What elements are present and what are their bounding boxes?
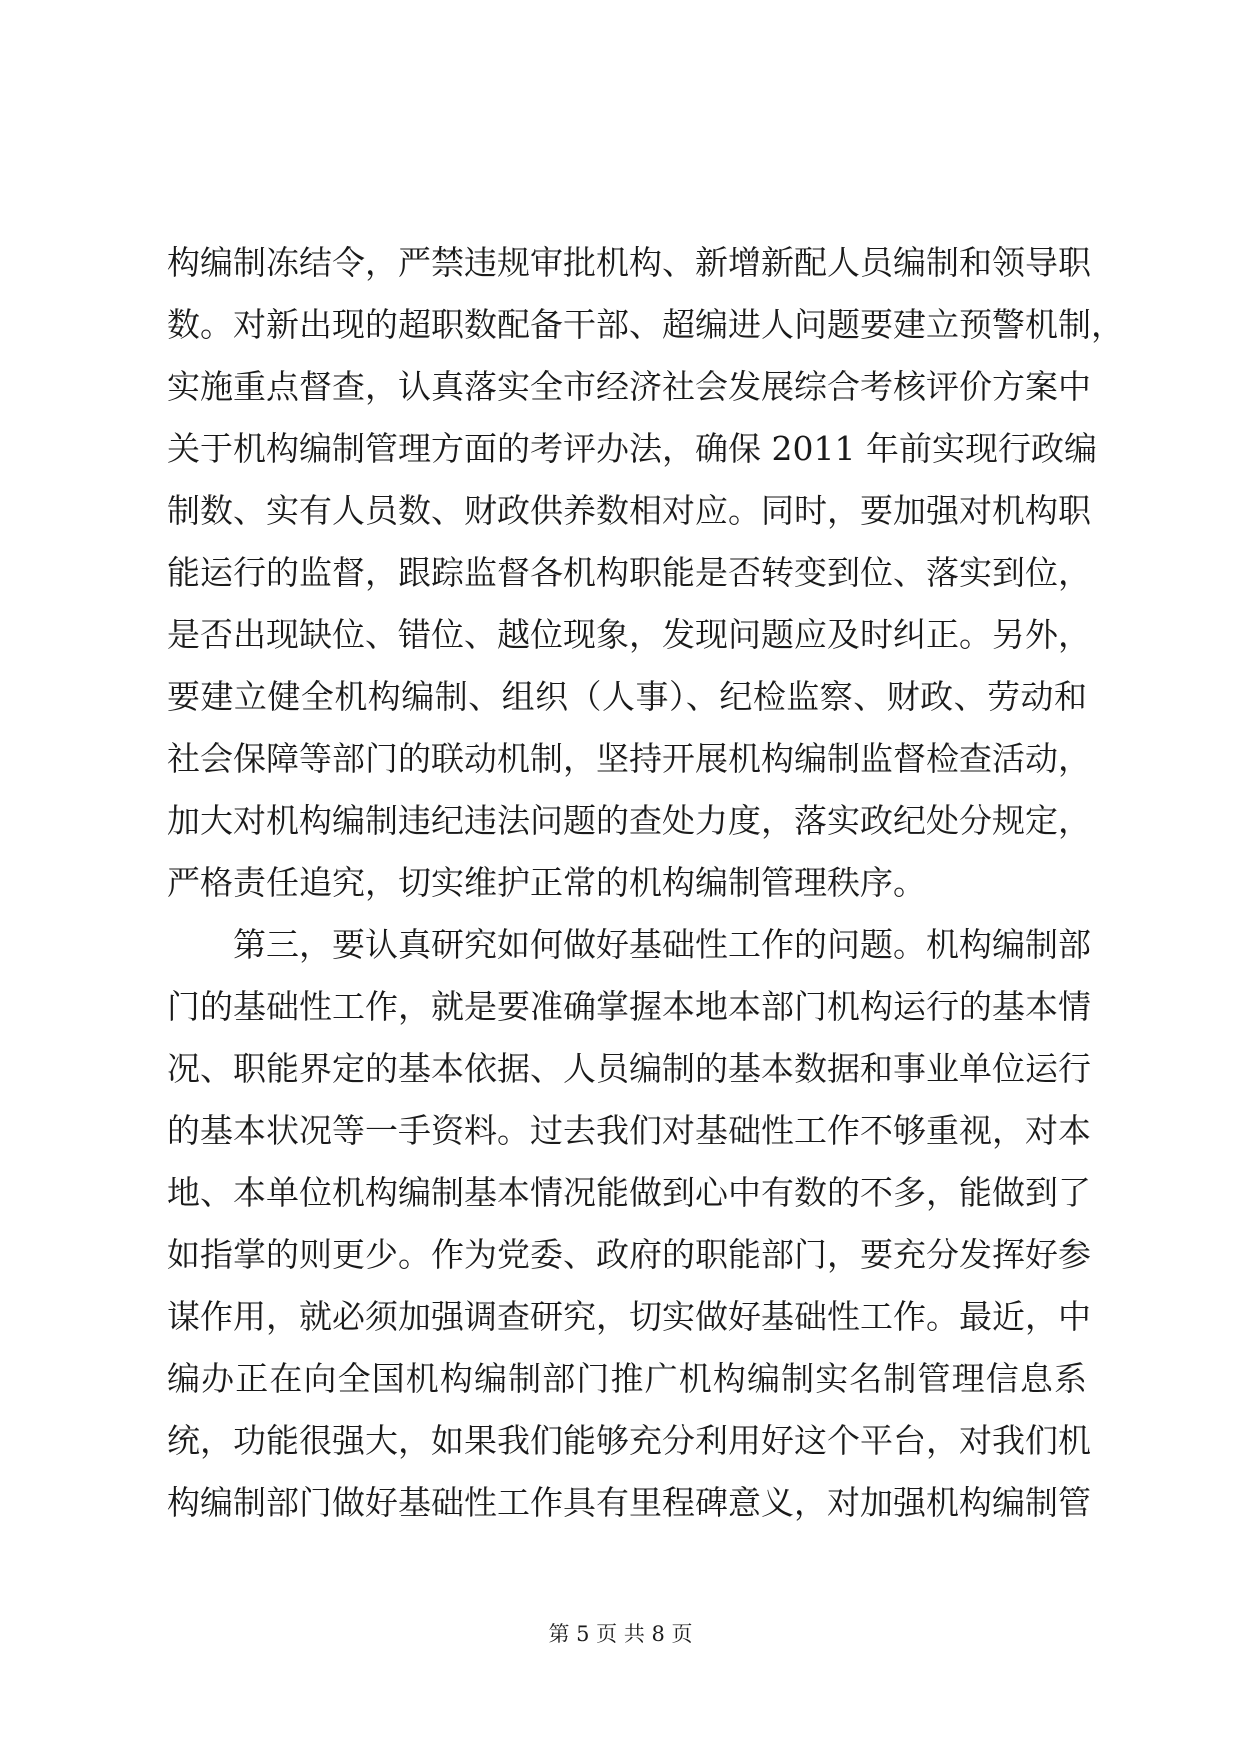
page-number-footer: 第 5 页 共 8 页 — [548, 1622, 693, 1646]
text-line: 是否出现缺位、错位、越位现象，发现问题应及时纠正。另外， — [167, 615, 1091, 654]
paragraph-1 — [167, 232, 1124, 914]
text-line: 如指掌的则更少。作为党委、政府的职能部门，要充分发挥好参 — [167, 1235, 1091, 1274]
text-line: 能运行的监督，跟踪监督各机构职能是否转变到位、落实到位， — [167, 553, 1091, 592]
text-line: 构编制冻结令，严禁违规审批机构、新增新配人员编制和领导职 — [167, 243, 1091, 282]
text-line: 统，功能很强大，如果我们能够充分利用好这个平台，对我们机 — [167, 1421, 1091, 1460]
paragraph-2 — [167, 914, 1091, 1534]
text-line: 加大对机构编制违纪违法问题的查处力度，落实政纪处分规定， — [167, 801, 1091, 840]
text-line: 况、职能界定的基本依据、人员编制的基本数据和事业单位运行 — [167, 1049, 1091, 1088]
text-line: 编办正在向全国机构编制部门推广机构编制实名制管理信息系 — [167, 1359, 1087, 1398]
text-line: 第三，要认真研究如何做好基础性工作的问题。机构编制部 — [233, 925, 1091, 964]
text-line: 制数、实有人员数、财政供养数相对应。同时，要加强对机构职 — [167, 491, 1091, 530]
text-line: 门的基础性工作，就是要准确掌握本地本部门机构运行的基本情 — [167, 987, 1091, 1026]
text-line: 构编制部门做好基础性工作具有里程碑意义，对加强机构编制管 — [167, 1483, 1091, 1522]
text-line: 地、本单位机构编制基本情况能做到心中有数的不多，能做到了 — [167, 1173, 1091, 1212]
text-line: 关于机构编制管理方面的考评办法，确保 2011 年前实现行政编 — [167, 429, 1097, 468]
text-line: 实施重点督查，认真落实全市经济社会发展综合考核评价方案中 — [167, 367, 1091, 406]
text-line: 的基本状况等一手资料。过去我们对基础性工作不够重视，对本 — [167, 1111, 1091, 1150]
text-line: 严格责任追究，切实维护正常的机构编制管理秩序。 — [167, 863, 926, 902]
text-line: 要建立健全机构编制、组织（人事）、纪检监察、财政、劳动和 — [167, 677, 1087, 716]
document-body — [167, 232, 1124, 1534]
text-line: 数。对新出现的超职数配备干部、超编进人问题要建立预警机制， — [167, 305, 1124, 344]
text-line: 社会保障等部门的联动机制，坚持开展机构编制监督检查活动， — [167, 739, 1091, 778]
text-line: 谋作用，就必须加强调查研究，切实做好基础性工作。最近，中 — [167, 1297, 1091, 1336]
